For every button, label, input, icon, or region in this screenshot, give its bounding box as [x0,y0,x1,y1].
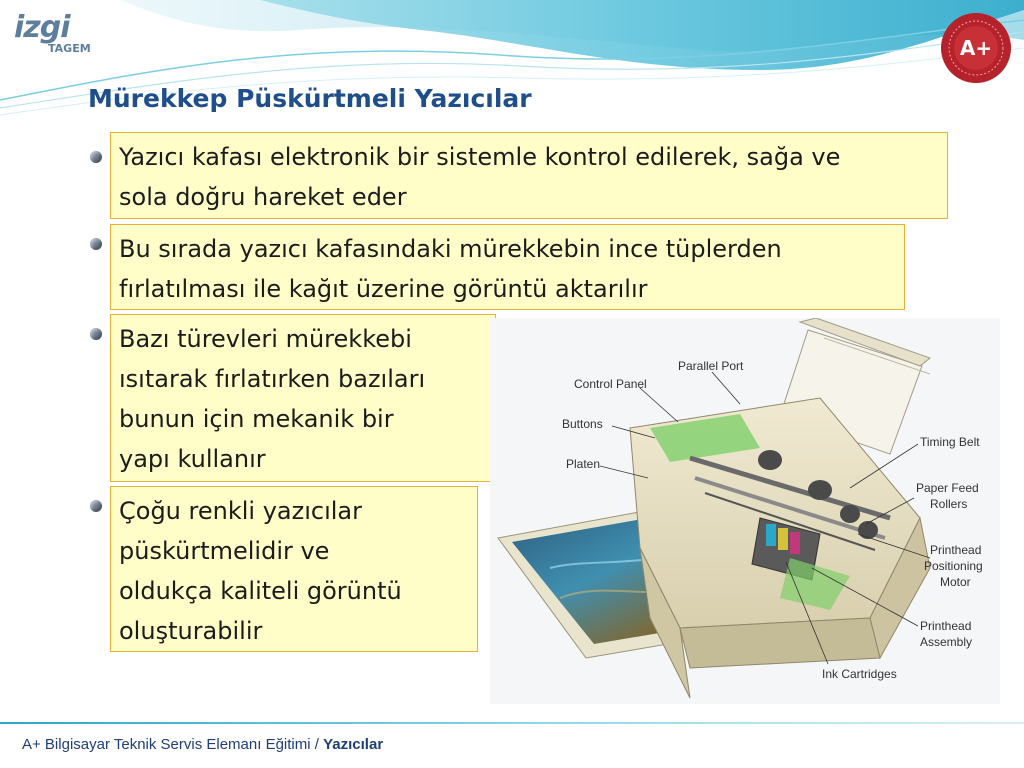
bullet-3-line-2: ısıtarak fırlatırken bazıları [119,365,426,393]
footer-breadcrumb [22,736,383,753]
page-title: Mürekkep Püskürtmeli Yazıcılar [88,84,532,113]
label-paper-feed-2: Rollers [930,497,968,511]
bullet-box-3 [110,314,496,482]
bullet-2-line-2: fırlatılması ile kağıt üzerine görüntü aktarılır [119,275,648,303]
label-ink-cartridges: Ink Cartridges [822,667,897,681]
label-paper-feed-1: Paper Feed [916,481,979,495]
footer-course: A+ Bilgisayar Teknik Servis Elemanı Eğitimi [22,736,311,753]
logo-sub-text: TAGEM [48,42,91,55]
bullet-4-line-1: Çoğu renkli yazıcılar [119,497,362,525]
logo-main-text: izgi [14,10,70,45]
bullet-dot [90,500,102,512]
footer-divider [0,722,1024,724]
seal-text: A+ [959,36,993,60]
a-plus-seal [938,10,1014,86]
bullet-dot [90,238,102,250]
bullet-3-line-1: Bazı türevleri mürekkebi [119,325,412,353]
bullet-1-line-2: sola doğru hareket eder [119,183,407,211]
label-control-panel: Control Panel [574,377,647,391]
bullet-dot [90,328,102,340]
label-platen: Platen [566,457,601,471]
footer-section: Yazıcılar [323,736,384,753]
label-timing-belt: Timing Belt [920,435,980,449]
izgi-tagem-logo [14,10,114,60]
bullet-4-line-3: oldukça kaliteli görüntü [119,577,402,605]
footer-separator: / [310,736,324,753]
label-printhead-assembly-2: Assembly [920,635,973,649]
label-printhead-motor-2: Positioning [924,559,983,573]
bullet-3-line-4: yapı kullanır [119,445,266,473]
label-printhead-motor-3: Motor [940,575,971,589]
bullet-dot [90,151,102,163]
bullet-2-line-1: Bu sırada yazıcı kafasındaki mürekkebin ince tüplerden [119,235,782,263]
bullet-box-4 [110,486,478,652]
bullet-1-line-1: Yazıcı kafası elektronik bir sistemle kontrol edilerek, sağa ve [119,143,841,171]
bullet-box-2 [110,224,905,310]
bullet-4-line-4: oluşturabilir [119,617,263,645]
label-printhead-assembly-1: Printhead [920,619,972,633]
bullet-box-1 [110,132,948,219]
label-parallel-port: Parallel Port [678,359,744,373]
bullet-4-line-2: püskürtmelidir ve [119,537,330,565]
bullet-3-line-3: bunun için mekanik bir [119,405,394,433]
label-printhead-motor-1: Printhead [930,543,982,557]
inkjet-printer-diagram [490,318,1000,704]
label-buttons: Buttons [562,417,603,431]
